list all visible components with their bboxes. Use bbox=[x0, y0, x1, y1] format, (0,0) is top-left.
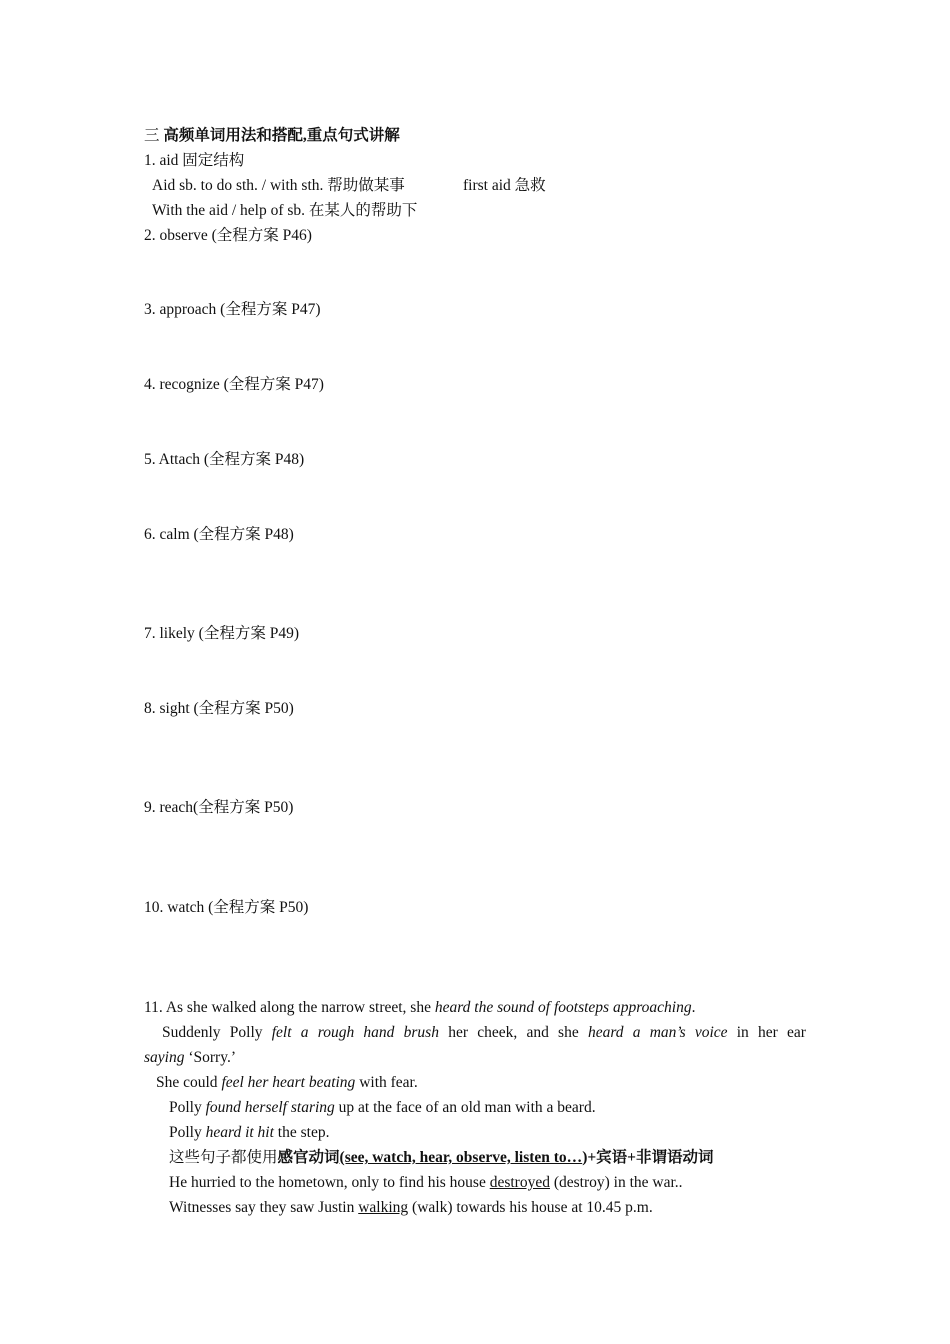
first-aid-note: first aid 急救 bbox=[463, 177, 546, 194]
grammar-rule-line bbox=[169, 1148, 714, 1168]
item-attach: 5. Attach (全程方案 P48) bbox=[144, 451, 305, 468]
item-recognize: 4. recognize (全程方案 P47) bbox=[144, 376, 324, 393]
section-title: 高频单词用法和搭配,重点句式讲解 bbox=[163, 127, 400, 144]
bold-phrase: 感官动词 bbox=[277, 1149, 340, 1166]
example-line-6 bbox=[169, 1123, 329, 1143]
text: Polly bbox=[169, 1099, 206, 1116]
italic-phrase: heard a man’s voice bbox=[587, 1024, 728, 1041]
section-heading bbox=[144, 126, 400, 146]
italic-phrase: found herself staring bbox=[205, 1099, 335, 1116]
item-observe: 2. observe (全程方案 P46) bbox=[144, 227, 312, 244]
text: . bbox=[691, 999, 696, 1016]
text: Polly bbox=[169, 1124, 206, 1141]
underlined-answer: destroyed bbox=[489, 1174, 550, 1191]
text: She could bbox=[156, 1074, 222, 1091]
example-line-5 bbox=[169, 1098, 596, 1118]
example-line-2 bbox=[144, 1023, 806, 1043]
item-reach: 9. reach(全程方案 P50) bbox=[144, 799, 294, 816]
bold-underlined-phrase: (see, watch, hear, observe, listen to… bbox=[339, 1149, 583, 1166]
italic-phrase: heard it hit bbox=[205, 1124, 274, 1141]
underlined-answer: walking bbox=[358, 1199, 409, 1216]
text: her cheek, and she bbox=[438, 1024, 588, 1041]
text: in her ear bbox=[727, 1024, 806, 1041]
item-watch: 10. watch (全程方案 P50) bbox=[144, 899, 309, 916]
text: the step. bbox=[273, 1124, 330, 1141]
example-line-1 bbox=[144, 998, 695, 1018]
example-line-3 bbox=[144, 1048, 236, 1068]
italic-phrase: feel her heart beating bbox=[221, 1074, 356, 1091]
text: (destroy) in the war.. bbox=[549, 1174, 683, 1191]
text: ‘Sorry.’ bbox=[184, 1049, 236, 1066]
example-line-4 bbox=[156, 1073, 418, 1093]
aid-usage-line-1: Aid sb. to do sth. / with sth. 帮助做某事 bbox=[152, 177, 405, 194]
exercise-line-2 bbox=[169, 1198, 653, 1218]
italic-phrase: saying bbox=[144, 1049, 185, 1066]
text: He hurried to the hometown, only to find his house bbox=[169, 1174, 490, 1191]
item-aid-heading: 1. aid 固定结构 bbox=[144, 152, 245, 169]
text: 11. As she walked along the narrow street, she bbox=[144, 999, 435, 1016]
text: with fear. bbox=[355, 1074, 418, 1091]
text: Suddenly Polly bbox=[162, 1024, 272, 1041]
text: up at the face of an old man with a beard. bbox=[334, 1099, 596, 1116]
section-number: 三 bbox=[144, 127, 160, 144]
aid-usage-line-2: With the aid / help of sb. 在某人的帮助下 bbox=[152, 202, 418, 219]
item-approach: 3. approach (全程方案 P47) bbox=[144, 301, 321, 318]
item-sight: 8. sight (全程方案 P50) bbox=[144, 700, 294, 717]
item-calm: 6. calm (全程方案 P48) bbox=[144, 526, 294, 543]
italic-phrase: felt a rough hand brush bbox=[271, 1024, 439, 1041]
text: (walk) towards his house at 10.45 p.m. bbox=[408, 1199, 653, 1216]
bold-phrase: )+宾语+非谓语动词 bbox=[582, 1149, 714, 1166]
item-likely: 7. likely (全程方案 P49) bbox=[144, 625, 299, 642]
text: Witnesses say they saw Justin bbox=[169, 1199, 359, 1216]
italic-phrase: heard the sound of footsteps approaching bbox=[434, 999, 692, 1016]
text: 这些句子都使用 bbox=[169, 1149, 278, 1166]
exercise-line-1 bbox=[169, 1173, 683, 1193]
